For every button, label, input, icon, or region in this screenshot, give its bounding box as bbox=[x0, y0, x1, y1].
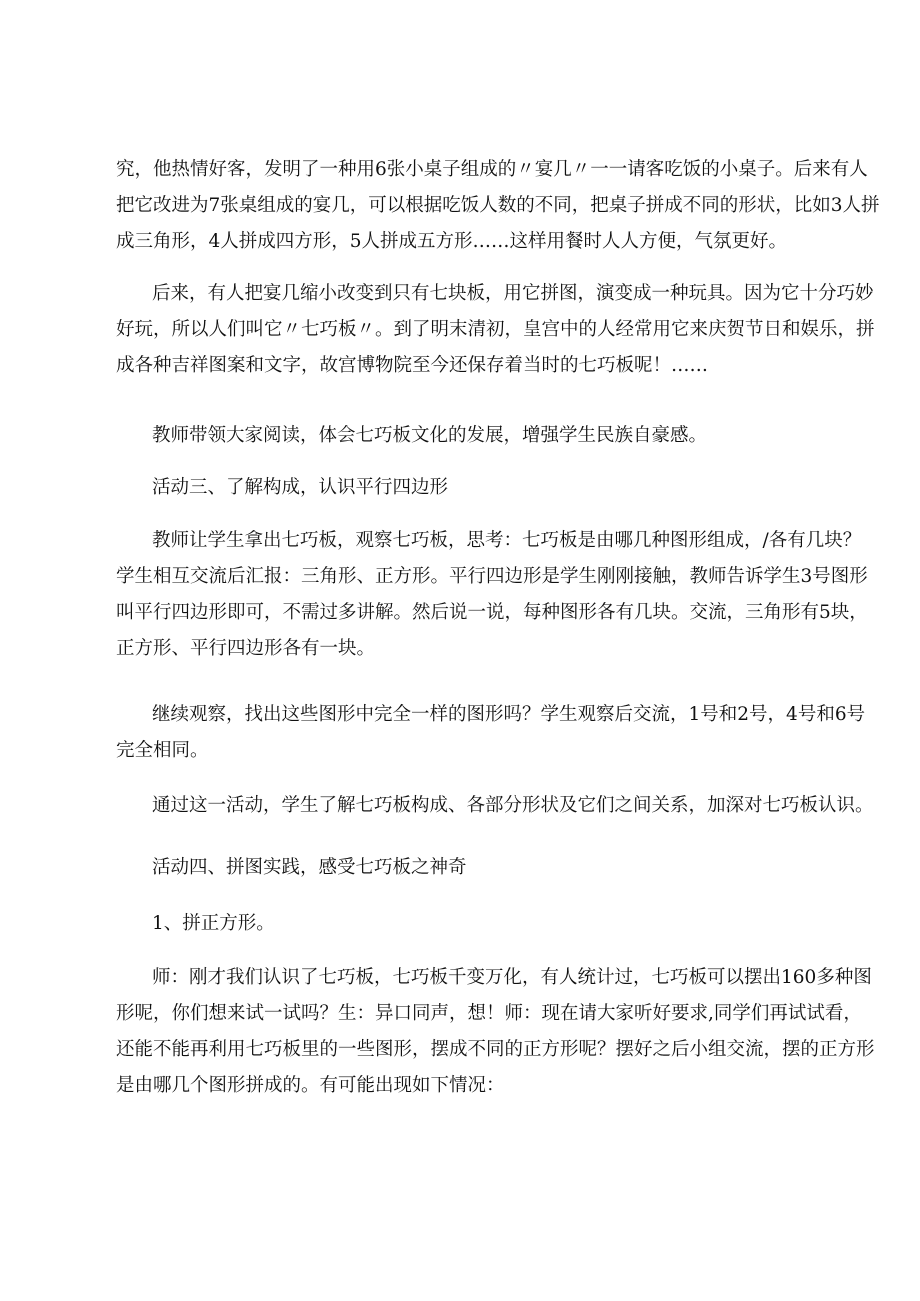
text-line: 完全相同。 bbox=[116, 740, 209, 761]
paragraph-teacher-dialogue bbox=[116, 960, 875, 1104]
text-line: 把它改进为7张桌组成的宴几，可以根据吃饭人数的不同，把桌子拼成不同的形状，比如3人拼 bbox=[116, 195, 880, 216]
text-line: 教师让学生拿出七巧板，观察七巧板，思考：七巧板是由哪几种图形组成，/各有几块？ bbox=[152, 530, 862, 551]
text-line: 形呢，你们想来试一试吗？生：异口同声，想！师：现在请大家听好要求,同学们再试试看， bbox=[116, 1003, 862, 1024]
heading-activity-three bbox=[116, 470, 816, 506]
text-line: 叫平行四边形即可，不需过多讲解。然后说一说，每种图形各有几块。交流，三角形有5块， bbox=[116, 602, 868, 623]
text-line: 是由哪几个图形拼成的。有可能出现如下情况： bbox=[116, 1075, 505, 1096]
text-line: 学生相互交流后汇报：三角形、正方形。平行四边形是学生刚刚接触，教师告诉学生3号图形 bbox=[116, 566, 868, 587]
text-line: 好玩，所以人们叫它〃七巧板〃。到了明末清初，皇宫中的人经常用它来庆贺节日和娱乐，拼 bbox=[116, 319, 875, 340]
text-line: 教师带领大家阅读，体会七巧板文化的发展，增强学生民族自豪感。 bbox=[152, 425, 708, 446]
text-line: 正方形、平行四边形各有一块。 bbox=[116, 638, 376, 659]
text-line: 继续观察，找出这些图形中完全一样的图形吗？学生观察后交流，1号和2号，4号和6号 bbox=[152, 704, 866, 725]
text-line: 还能不能再利用七巧板里的一些图形，摆成不同的正方形呢？摆好之后小组交流，摆的正方形 bbox=[116, 1039, 875, 1060]
text-line: 后来，有人把宴几缩小改变到只有七块板，用它拼图，演变成一种玩具。因为它十分巧妙 bbox=[152, 283, 874, 304]
text-line: 成三角形，4人拼成四方形，5人拼成五方形……这样用餐时人人方便，气氛更好。 bbox=[116, 231, 788, 252]
text-line: 活动四、拼图实践，感受七巧板之神奇 bbox=[152, 857, 467, 878]
paragraph-tangram-origin bbox=[116, 276, 875, 384]
text-line: 究，他热情好客，发明了一种用6张小桌子组成的〃宴几〃一一请客吃饭的小桌子。后来有人 bbox=[116, 159, 868, 180]
heading-make-square bbox=[116, 906, 816, 942]
text-line: 通过这一活动，学生了解七巧板构成、各部分形状及它们之间关系，加深对七巧板认识。 bbox=[152, 795, 874, 816]
text-line: 成各种吉祥图案和文字，故宫博物院至今还保存着当时的七巧板呢！…… bbox=[116, 355, 709, 376]
paragraph-banquet-table bbox=[116, 152, 880, 260]
text-line: 活动三、了解构成，认识平行四边形 bbox=[152, 477, 449, 498]
paragraph-same-shapes bbox=[116, 697, 866, 769]
heading-activity-four bbox=[116, 850, 816, 886]
paragraph-observe-tangram bbox=[116, 523, 868, 667]
text-line: 师：刚才我们认识了七巧板，七巧板千变万化，有人统计过，七巧板可以摆出160多种图 bbox=[152, 967, 872, 988]
text-line: 1、拼正方形。 bbox=[152, 913, 275, 934]
paragraph-activity-summary bbox=[116, 788, 874, 824]
paragraph-teacher-reading bbox=[116, 418, 816, 454]
